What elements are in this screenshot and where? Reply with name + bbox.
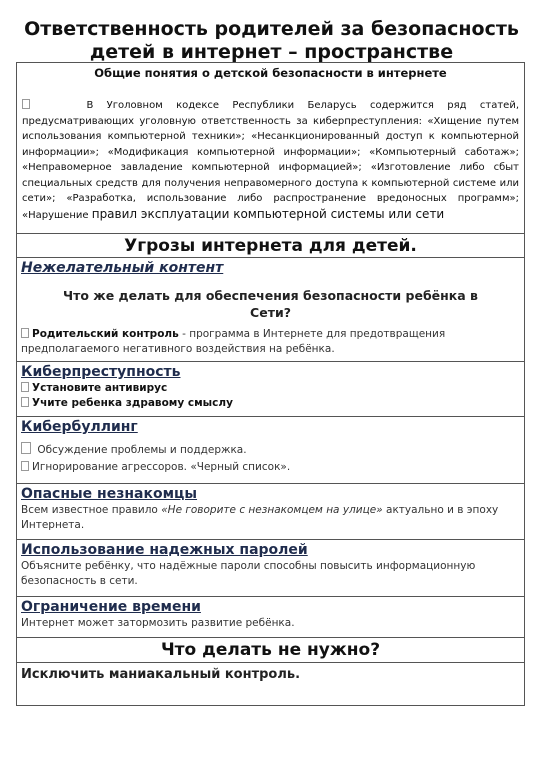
unwanted-content-heading: Нежелательный контент (21, 260, 224, 276)
strangers-text: Всем известное правило «Не говорите с незнакомцем на улице» актуально и в эпоху Интернета. (21, 504, 499, 531)
parental-control-text: - программа в Интернете для предотвращения предполагаемого негативного воздействия на ребёнка. (21, 328, 446, 355)
passwords-heading: Использование надежных паролей (21, 542, 308, 558)
strangers-section (17, 484, 524, 540)
law-text: В Уголовном кодексе Республики Беларусь содержится ряд статей, предусматривающих уголовную ответственность за киберпреступления: «Хищение путем использования компьютерной техники»; «Несанкционированный доступ к компьютерной информации»; «Модификация компьютерной информации»; «Компьютерный саботаж»; «Неправомерное завладение компьютерной информацией»; «Изготовление либо сбыт специальных средств для получения неправомерного доступа к компьютерной системе или сети»; «Разработка, использование либо распространение вредоносных программ»; «Нарушение (22, 100, 520, 221)
document-title: Ответственность родителей за безопасность детей в интернет – пространстве (24, 18, 519, 63)
law-tail: правил эксплуатации компьютерной системы или сети (91, 206, 445, 221)
passwords-section (17, 540, 524, 597)
checkbox-icon (21, 461, 29, 471)
cybercrime-heading: Киберпреступность (21, 364, 181, 380)
dont-heading: Что делать не нужно? (160, 640, 381, 660)
list-item: Учите ребенка здравому смыслу (17, 396, 524, 411)
threats-heading: Угрозы интернета для детей. (124, 236, 417, 256)
dont-section (17, 638, 524, 663)
dont-text: Исключить маниакальный контроль. (21, 667, 301, 682)
content-table (16, 62, 525, 706)
cybercrime-section (17, 362, 524, 417)
parental-control-label: Родительский контроль (32, 328, 179, 340)
time-heading: Ограничение времени (21, 599, 201, 615)
intro-section (17, 63, 524, 234)
time-text: Интернет может затормозить развитие ребёнка. (21, 617, 295, 629)
safety-question: Что же делать для обеспечения безопасности ребёнка в Сети? (63, 288, 478, 320)
parental-control-item (17, 321, 524, 357)
intro-heading: Общие понятия о детской безопасности в интернете (94, 66, 447, 80)
strangers-heading: Опасные незнакомцы (21, 486, 198, 502)
cyberbullying-heading: Кибербуллинг (21, 419, 138, 435)
checkbox-icon (21, 328, 29, 338)
checkbox-icon (21, 442, 31, 454)
list-item: Игнорирование агрессоров. «Черный список». (17, 458, 524, 475)
checkbox-icon (21, 382, 29, 392)
law-paragraph (17, 80, 524, 223)
list-item: Установите антивирус (17, 381, 524, 396)
list-item: Обсуждение проблемы и поддержка. (17, 436, 524, 458)
checkbox-icon (21, 397, 29, 407)
threats-section (17, 234, 524, 258)
unwanted-content-section (17, 258, 524, 362)
dont-text-section (17, 663, 524, 707)
checkbox-icon (22, 99, 30, 109)
passwords-text: Объясните ребёнку, что надёжные пароли способны повысить информационную безопасность в сети. (21, 560, 476, 587)
time-section (17, 597, 524, 638)
cyberbullying-section (17, 417, 524, 484)
